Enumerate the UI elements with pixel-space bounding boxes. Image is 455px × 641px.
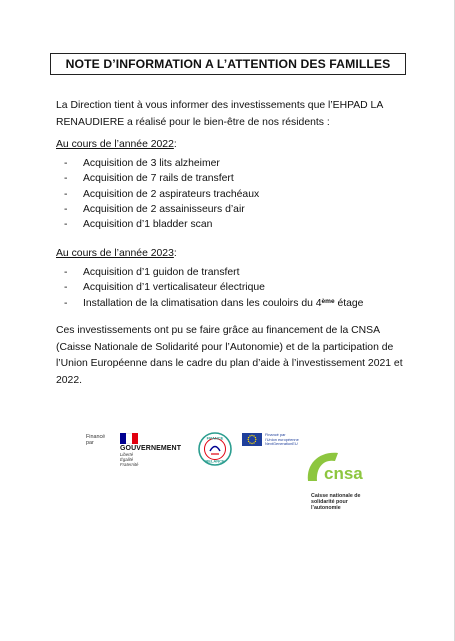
ordinal-superscript: ème — [321, 297, 335, 305]
cnsa-subtitle-line: Caisse nationale de — [311, 493, 361, 499]
list-dash: - — [64, 158, 68, 169]
cnsa-wordmark: cnsa — [324, 464, 363, 483]
motto-line: Fraternité — [120, 462, 139, 468]
eu-logo — [242, 433, 302, 451]
list-dash: - — [64, 282, 68, 294]
gouvernement-name: GOUVERNEMENT — [120, 445, 182, 452]
list-dash: - — [64, 188, 68, 200]
list-item-text: Acquisition de 2 assainisseurs d’air — [83, 203, 245, 215]
list-item — [64, 265, 363, 280]
list-dash: - — [64, 203, 68, 215]
list-item-text: Acquisition de 3 lits alzheimer — [83, 158, 220, 169]
list-dash: - — [64, 219, 68, 231]
list-item-text: Acquisition de 7 rails de transfert — [83, 173, 234, 185]
list-item — [64, 280, 363, 295]
svg-text:RELANCE: RELANCE — [205, 458, 225, 464]
list-item-text-main: Installation de la climatisation dans les couloirs du 4 — [83, 297, 322, 309]
heading-2022-suffix: : — [173, 139, 177, 150]
list-item-text: Acquisition d’1 verticalisateur électrique — [83, 282, 265, 294]
finance-par-label — [86, 434, 105, 446]
list-dash: - — [64, 173, 68, 185]
list-item — [64, 217, 259, 232]
list-2023 — [64, 265, 363, 311]
motto-line: Égalité — [120, 457, 134, 463]
republic-motto — [120, 452, 188, 468]
intro-paragraph: La Direction tient à vous informer des investissements que l’EHPAD LA RENAUDIERE a réalisé pour le bien-être de nos résidents : — [56, 100, 383, 128]
heading-2023 — [56, 248, 177, 259]
eu-text-line: Financé par — [265, 432, 286, 437]
conclusion-paragraph: Ces investissements ont pu se faire grâce au financement de la CNSA (Caisse Nationale de Solidarité pour l’Autonomie) et de la participation de l’Union Européenne dans le cadre du plan d’aide à l’investissement 2021 et 2022. — [56, 325, 403, 386]
france-relance-logo — [197, 431, 233, 467]
eu-flag-icon — [242, 433, 262, 446]
eu-text-line: l’Union européenne — [265, 436, 299, 442]
heading-2022-text: Au cours de l’année 2022 — [56, 139, 174, 150]
page-title: NOTE D’INFORMATION A L’ATTENTION DES FAMILLES — [65, 57, 391, 71]
cnsa-logo — [302, 445, 372, 511]
svg-text:FRANCE: FRANCE — [206, 435, 224, 441]
list-dash: - — [64, 267, 68, 278]
heading-2023-suffix: : — [173, 248, 177, 259]
motto-line: Liberté — [120, 452, 134, 457]
heading-2023-text: Au cours de l’année 2023 — [56, 248, 174, 259]
finance-par-line-2: par — [86, 440, 94, 446]
cnsa-subtitle — [311, 494, 377, 511]
eu-text — [265, 433, 299, 447]
list-item-text — [83, 296, 363, 311]
list-2022 — [64, 156, 259, 232]
eu-text-line: NextGenerationEU — [265, 441, 298, 447]
cnsa-mark-icon — [302, 445, 378, 493]
heading-2022 — [56, 139, 177, 150]
finance-par-line-1: Financé — [86, 434, 106, 440]
cnsa-subtitle-line: solidarité pour l’autonomie — [311, 498, 348, 511]
list-item-text: Acquisition d’1 bladder scan — [83, 219, 213, 231]
list-item-text-end: étage — [334, 297, 364, 309]
gouvernement-logo — [120, 433, 188, 473]
list-item-text: Acquisition d’1 guidon de transfert — [83, 267, 240, 278]
list-item — [64, 296, 363, 311]
title-box — [50, 53, 406, 75]
france-relance-icon — [197, 431, 233, 467]
list-item — [64, 171, 259, 186]
list-item — [64, 202, 259, 217]
list-item — [64, 187, 259, 202]
list-dash: - — [64, 297, 68, 309]
list-item-text: Acquisition de 2 aspirateurs trachéaux — [83, 188, 260, 200]
french-flag-icon — [120, 433, 138, 444]
list-item — [64, 156, 259, 171]
